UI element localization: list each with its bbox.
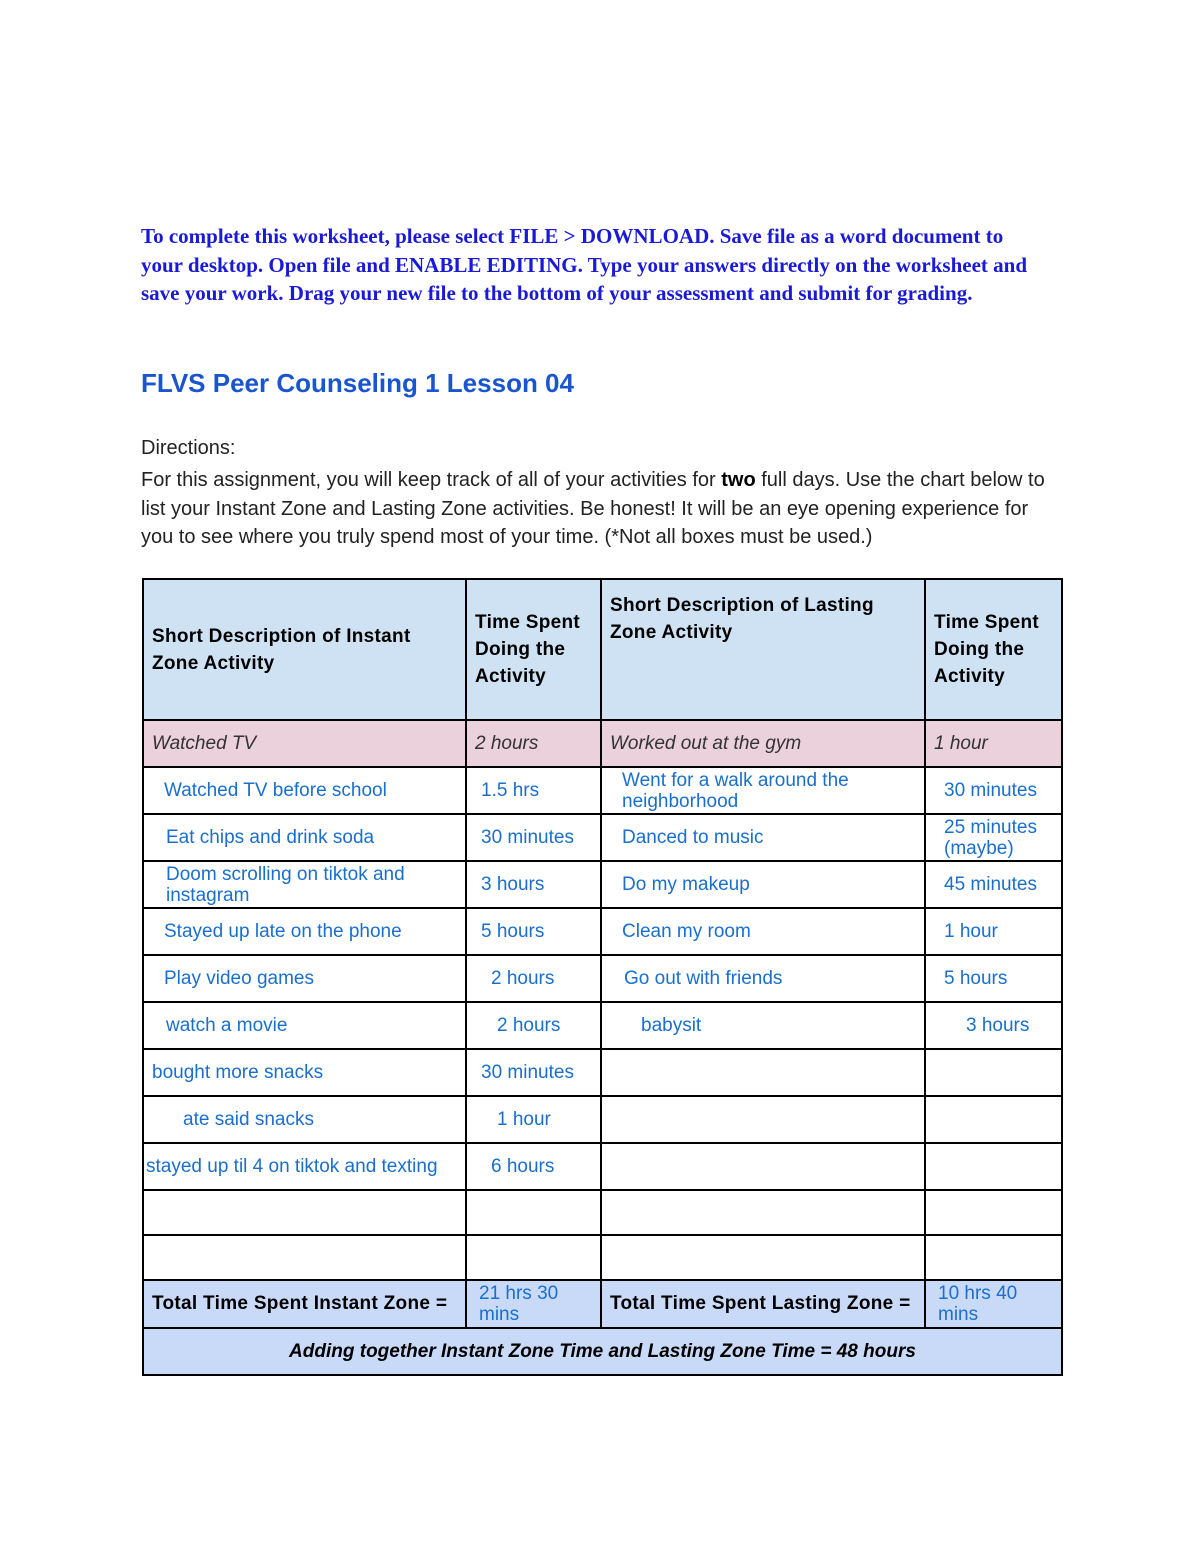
empty-cell[interactable] (601, 1190, 925, 1235)
instant-description-cell[interactable]: stayed up til 4 on tiktok and texting (143, 1143, 466, 1190)
instant-time-cell[interactable]: 1.5 hrs (466, 767, 601, 814)
lasting-description-cell[interactable]: Danced to music (601, 814, 925, 861)
totals-row (143, 1280, 1062, 1328)
table-row (143, 908, 1062, 955)
table-row (143, 1002, 1062, 1049)
table-row (143, 861, 1062, 908)
instant-time-cell[interactable]: 5 hours (466, 908, 601, 955)
example-instant-time: 2 hours (466, 720, 601, 767)
lasting-description-cell[interactable]: babysit (601, 1002, 925, 1049)
table-row (143, 767, 1062, 814)
lasting-description-cell[interactable] (601, 1049, 925, 1096)
directions-text-before: For this assignment, you will keep track of all of your activities for (141, 469, 722, 491)
table-row-empty (143, 1190, 1062, 1235)
example-lasting-time: 1 hour (925, 720, 1062, 767)
empty-cell[interactable] (601, 1235, 925, 1280)
instant-description-cell[interactable]: Eat chips and drink soda (143, 814, 466, 861)
instant-description-cell[interactable]: Stayed up late on the phone (143, 908, 466, 955)
instant-description-cell[interactable]: watch a movie (143, 1002, 466, 1049)
instant-time-cell[interactable]: 2 hours (466, 1002, 601, 1049)
instant-description-cell[interactable]: ate said snacks (143, 1096, 466, 1143)
activity-log-table (142, 578, 1063, 1376)
lasting-description-cell[interactable]: Go out with friends (601, 955, 925, 1002)
empty-cell[interactable] (466, 1190, 601, 1235)
table-row (143, 1096, 1062, 1143)
instant-time-cell[interactable]: 30 minutes (466, 1049, 601, 1096)
worksheet-instructions: To complete this worksheet, please select FILE > DOWNLOAD. Save file as a word document to your desktop. Open file and ENABLE EDITING. Type your answers directly on the worksheet and save your work. Drag your new file to the bottom of your assessment and submit for grading. (141, 224, 1028, 305)
instant-time-cell[interactable]: 2 hours (466, 955, 601, 1002)
header-lasting-description: Short Description of Lasting Zone Activity (601, 579, 925, 720)
lasting-time-cell[interactable] (925, 1096, 1062, 1143)
directions-text (141, 466, 1061, 552)
empty-cell[interactable] (925, 1190, 1062, 1235)
instant-description-cell[interactable]: Doom scrolling on tiktok and instagram (143, 861, 466, 908)
lasting-total-label: Total Time Spent Lasting Zone = (601, 1280, 925, 1328)
example-row (143, 720, 1062, 767)
empty-cell[interactable] (143, 1190, 466, 1235)
lasting-total-value[interactable]: 10 hrs 40 mins (925, 1280, 1062, 1328)
lasting-description-cell[interactable]: Do my makeup (601, 861, 925, 908)
instant-total-label: Total Time Spent Instant Zone = (143, 1280, 466, 1328)
instant-description-cell[interactable]: Watched TV before school (143, 767, 466, 814)
page-title: FLVS Peer Counseling 1 Lesson 04 (141, 368, 574, 398)
instant-time-cell[interactable]: 30 minutes (466, 814, 601, 861)
empty-cell[interactable] (143, 1235, 466, 1280)
lasting-time-cell[interactable]: 25 minutes (maybe) (925, 814, 1062, 861)
table-row (143, 1049, 1062, 1096)
directions-label: Directions: (141, 437, 236, 459)
lasting-description-cell[interactable] (601, 1143, 925, 1190)
directions-text-after: full days. Use the chart below to list your Instant Zone and Lasting Zone activities. Be honest! It will be an eye opening experience for you to see where you truly spend most of your time. (*Not all boxes must be used.) (141, 469, 1045, 548)
grand-total-text: Adding together Instant Zone Time and Lasting Zone Time = 48 hours (143, 1328, 1062, 1375)
instant-time-cell[interactable]: 1 hour (466, 1096, 601, 1143)
empty-cell[interactable] (925, 1235, 1062, 1280)
header-lasting-time: Time Spent Doing the Activity (925, 579, 1062, 720)
example-lasting-description: Worked out at the gym (601, 720, 925, 767)
instant-time-cell[interactable]: 6 hours (466, 1143, 601, 1190)
instant-time-cell[interactable]: 3 hours (466, 861, 601, 908)
table-row (143, 1143, 1062, 1190)
header-instant-description: Short Description of Instant Zone Activity (143, 579, 466, 720)
grand-total-row (143, 1328, 1062, 1375)
lasting-time-cell[interactable] (925, 1143, 1062, 1190)
lasting-time-cell[interactable]: 3 hours (925, 1002, 1062, 1049)
instant-description-cell[interactable]: bought more snacks (143, 1049, 466, 1096)
lasting-time-cell[interactable]: 1 hour (925, 908, 1062, 955)
table-row (143, 814, 1062, 861)
lasting-description-cell[interactable] (601, 1096, 925, 1143)
directions-emphasis: two (721, 469, 756, 491)
lasting-time-cell[interactable]: 5 hours (925, 955, 1062, 1002)
table-header-row (143, 579, 1062, 720)
lasting-description-cell[interactable]: Clean my room (601, 908, 925, 955)
instant-total-value[interactable]: 21 hrs 30 mins (466, 1280, 601, 1328)
lasting-description-cell[interactable]: Went for a walk around the neighborhood (601, 767, 925, 814)
lasting-time-cell[interactable]: 45 minutes (925, 861, 1062, 908)
table-row (143, 955, 1062, 1002)
table-row-empty (143, 1235, 1062, 1280)
empty-cell[interactable] (466, 1235, 601, 1280)
lasting-time-cell[interactable] (925, 1049, 1062, 1096)
instant-description-cell[interactable]: Play video games (143, 955, 466, 1002)
header-instant-time: Time Spent Doing the Activity (466, 579, 601, 720)
lasting-time-cell[interactable]: 30 minutes (925, 767, 1062, 814)
example-instant-description: Watched TV (143, 720, 466, 767)
